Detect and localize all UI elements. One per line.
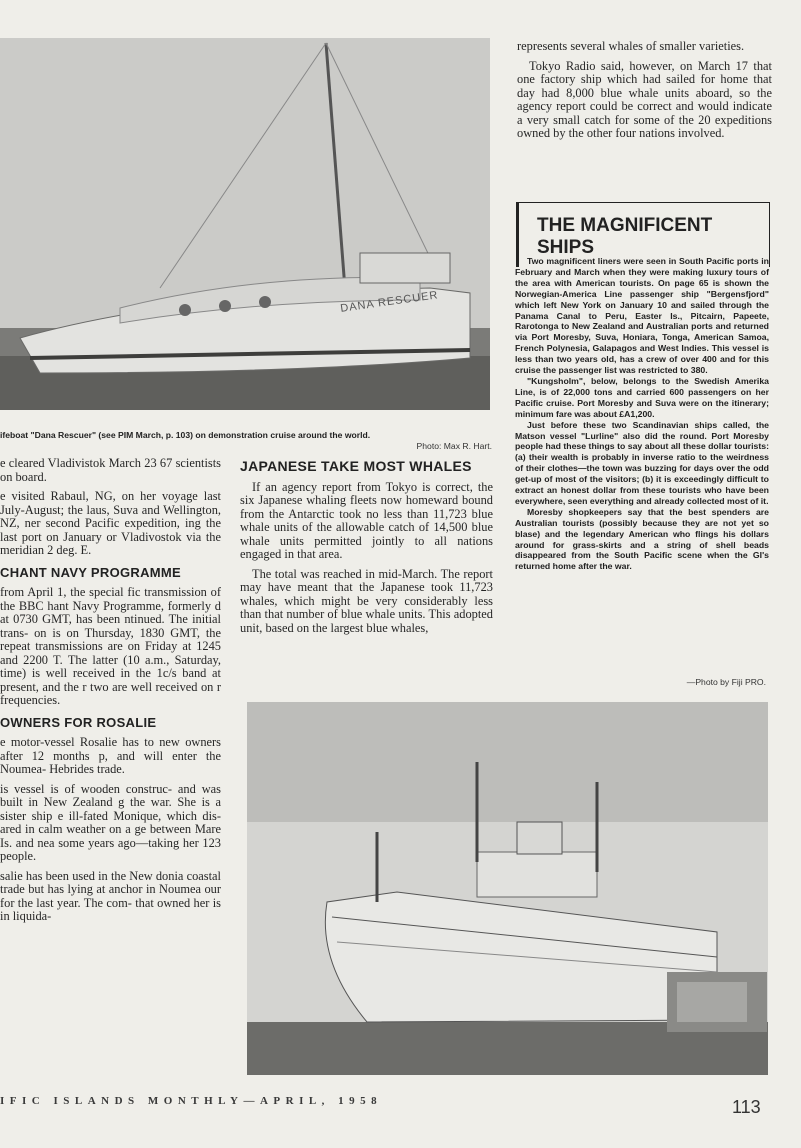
- left-column: [0, 457, 221, 1062]
- middle-column: [240, 458, 493, 641]
- lifeboat-illustration: [0, 38, 490, 410]
- magnificent-ships-title: THE MAGNIFICENT SHIPS: [516, 202, 770, 267]
- kungsholm-photo-credit: —Photo by Fiji PRO.: [686, 677, 766, 687]
- whales-paragraph: If an agency report from Tokyo is correct, the six Japanese whaling fleets now homeward bound from the Antarctic took no less than 11,723 blue whale units of the allowable catch of 14,500 blue whale units permitted jointly to all nations engaged in that area.: [240, 479, 493, 561]
- left-paragraph: e visited Rabaul, NG, on her voyage last July-August; the laus, Suva and Wellington, NZ, ner second Pacific expedition, ing the last port on January or Vladivostok via the meridian 2 deg. E.: [0, 489, 221, 557]
- page-number: 113: [732, 1097, 761, 1117]
- ships-paragraph: Just before these two Scandinavian ships called, the Matson vessel "Lurline" also did the round. Port Moresby people had these things to say about all these dollar tourists: (a) their wealth is probably in inverse ratio to the weirdness of their clothes—the town was buzzing for days over the odd get-up of most of the visitors; (b) it is exceedingly difficult to extract an honest dollar from these tourists who have been everywhere, seen everything and already collected most of it.: [515, 419, 769, 506]
- whales-heading: JAPANESE TAKE MOST WHALES: [240, 458, 472, 474]
- whales-paragraph: The total was reached in mid-March. The report may have meant that the Japanese took 11,723 whales, which might be very considerably less than that number of blue whale units. This adopted unit, based on the largest blue whales,: [240, 566, 493, 635]
- rosalie-paragraph: is vessel is of wooden construc- and was built in New Zealand g the war. She is a sister ship e ill-fated Monique, which dis- ared in calm weather on a ge between Mare Is. and nea some years ago—taking her 123 people.: [0, 781, 221, 863]
- lifeboat-hull-name: DANA RESCUER: [339, 289, 440, 315]
- ships-paragraph: "Kungsholm", below, belongs to the Swedish Amerika Line, is of 22,000 tons and carried 600 passengers on her Pacific cruise. Port Moresby and Suva were on the itinerary; minimum fare was about £A1,200.: [515, 375, 769, 419]
- rosalie-paragraph: salie has been used in the New donia coastal trade but has lying at anchor in Noumea our for the last year. The com- that owned her is in liquida-: [0, 868, 221, 923]
- lifeboat-caption: ifeboat "Dana Rescuer" (see PIM March, p. 103) on demonstration cruise around the world.: [0, 430, 371, 440]
- kungsholm-photo: [247, 702, 768, 1075]
- ships-paragraph: Moresby shopkeepers say that the best spenders are Australian tourists (possibly because they are not yet so blase) and the legendary American who flings his dollars around for grass-skirts and a string of shell beads disappeared from the South Pacific scene when the GI's returned home after the war.: [515, 506, 769, 572]
- whales-continued-paragraph: represents several whales of smaller varieties.: [517, 39, 745, 53]
- lifeboat-photo: [0, 38, 490, 410]
- rosalie-heading: OWNERS FOR ROSALIE: [0, 714, 157, 730]
- running-footer: IFIC ISLANDS MONTHLY—APRIL, 1958: [0, 1095, 383, 1107]
- rosalie-paragraph: e motor-vessel Rosalie has to new owners after 12 months p, and will enter the Noumea- Hebrides trade.: [0, 735, 221, 776]
- magnificent-ships-article: [515, 256, 769, 572]
- right-column: [517, 40, 772, 147]
- programme-paragraph: from April 1, the special fic transmission of the BBC hant Navy Programme, formerly d at 0730 GMT, has been ntinued. The initial trans- on is on Thursday, 1830 GMT, the repeat transmissions are on Friday at 1245 and 2200 T. The latter (10 a.m., Saturday, time) is well received in the 1c/s band at present, and the r two are well received on r frequencies.: [0, 585, 221, 707]
- left-paragraph: e cleared Vladivistok March 23 67 scientists on board.: [0, 457, 221, 484]
- liner-illustration: [247, 702, 768, 1075]
- lifeboat-photo-credit: Photo: Max R. Hart.: [416, 441, 492, 451]
- merchant-navy-heading: CHANT NAVY PROGRAMME: [0, 564, 182, 580]
- whales-continued-paragraph: Tokyo Radio said, however, on March 17 that one factory ship which had sailed for home that day had 8,000 blue whale units aboard, so the agency report could be correct and would indicate a very small catch for some of the 20 expeditions owned by the other four nations involved.: [517, 58, 772, 140]
- ships-paragraph: Two magnificent liners were seen in South Pacific ports in February and March when they were making luxury tours of the area with American tourists. On page 65 is shown the Norwegian-America Line passenger ship "Bergensfjord" which left New York on January 10 and sailed through the Panama Canal to Peru, Easter Is., Pitcairn, Papeete, Rarotonga to New Zealand and Australian ports and returned via Port Moresby, Suva, Honiara, Tonga, American Samoa, French Polynesia, Galapagos and West Indies. This vessel is less than two years old, has a crew of over 400 and for this cruise the passenger list was restricted to 380.: [515, 256, 769, 376]
